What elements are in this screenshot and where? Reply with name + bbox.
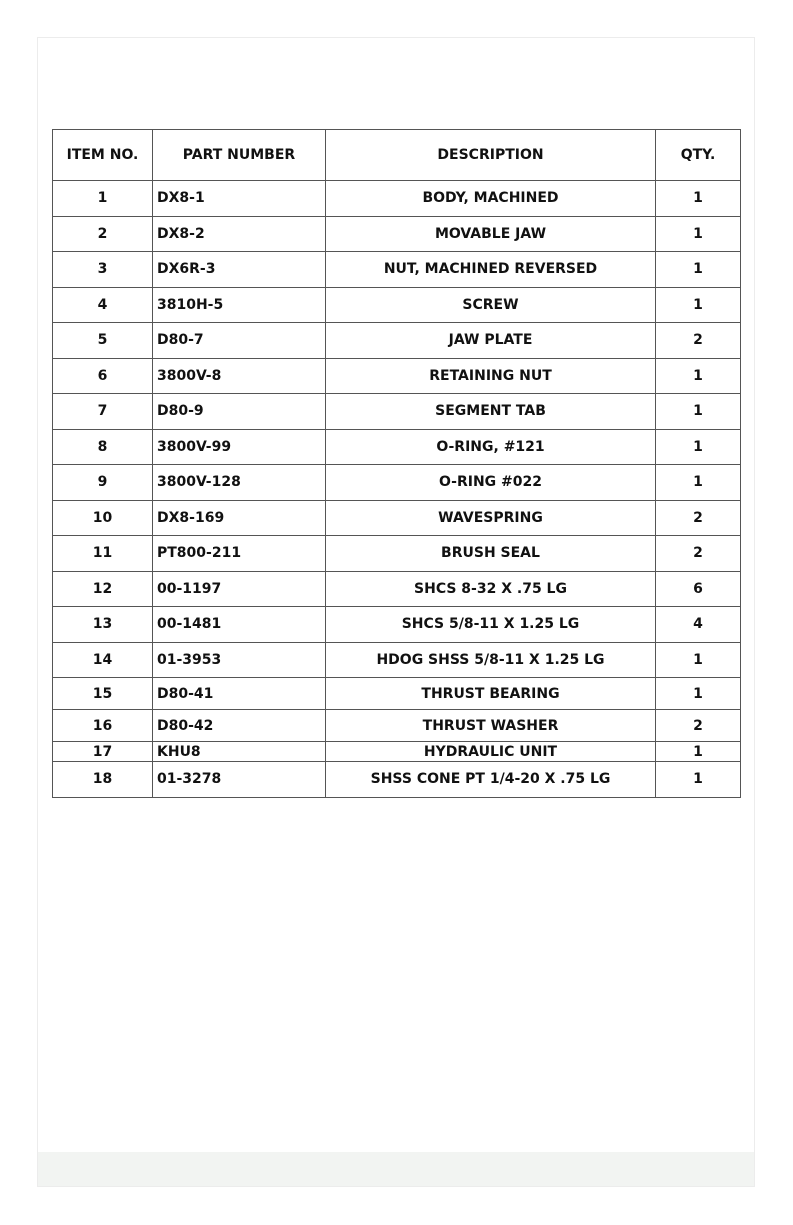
cell-item-no: 18 <box>53 762 153 798</box>
cell-qty: 1 <box>656 429 741 465</box>
cell-part-number: 01-3278 <box>153 762 326 798</box>
cell-qty: 1 <box>656 358 741 394</box>
table-row <box>53 465 741 501</box>
cell-description: O-RING, #121 <box>326 429 656 465</box>
cell-item-no: 12 <box>53 571 153 607</box>
cell-qty: 1 <box>656 252 741 288</box>
cell-description: THRUST BEARING <box>326 678 656 710</box>
cell-part-number: 00-1197 <box>153 571 326 607</box>
table-row <box>53 216 741 252</box>
cell-description: SEGMENT TAB <box>326 394 656 430</box>
cell-part-number: D80-9 <box>153 394 326 430</box>
cell-item-no: 1 <box>53 181 153 217</box>
cell-qty: 1 <box>656 216 741 252</box>
cell-description: HDOG SHSS 5/8-11 X 1.25 LG <box>326 642 656 678</box>
table-row <box>53 287 741 323</box>
table-row <box>53 394 741 430</box>
table-row <box>53 323 741 359</box>
table-row <box>53 252 741 288</box>
cell-qty: 4 <box>656 607 741 643</box>
cell-description: HYDRAULIC UNIT <box>326 742 656 762</box>
cell-item-no: 9 <box>53 465 153 501</box>
header-description: DESCRIPTION <box>326 130 656 181</box>
header-part-number: PART NUMBER <box>153 130 326 181</box>
table-row <box>53 710 741 742</box>
table-row <box>53 762 741 798</box>
cell-part-number: D80-42 <box>153 710 326 742</box>
cell-qty: 2 <box>656 710 741 742</box>
cell-item-no: 2 <box>53 216 153 252</box>
cell-item-no: 5 <box>53 323 153 359</box>
bill-of-materials-table <box>52 129 741 798</box>
cell-qty: 1 <box>656 678 741 710</box>
cell-item-no: 11 <box>53 536 153 572</box>
cell-qty: 1 <box>656 394 741 430</box>
cell-description: NUT, MACHINED REVERSED <box>326 252 656 288</box>
cell-description: THRUST WASHER <box>326 710 656 742</box>
cell-qty: 6 <box>656 571 741 607</box>
cell-qty: 1 <box>656 762 741 798</box>
cell-description: WAVESPRING <box>326 500 656 536</box>
cell-part-number: 00-1481 <box>153 607 326 643</box>
document-page <box>37 37 755 1187</box>
cell-part-number: DX8-2 <box>153 216 326 252</box>
cell-item-no: 7 <box>53 394 153 430</box>
cell-item-no: 3 <box>53 252 153 288</box>
cell-part-number: DX8-169 <box>153 500 326 536</box>
table-row <box>53 358 741 394</box>
cell-description: BODY, MACHINED <box>326 181 656 217</box>
table-row <box>53 678 741 710</box>
cell-part-number: 01-3953 <box>153 642 326 678</box>
cell-item-no: 16 <box>53 710 153 742</box>
cell-item-no: 13 <box>53 607 153 643</box>
cell-part-number: 3800V-8 <box>153 358 326 394</box>
cell-qty: 1 <box>656 642 741 678</box>
cell-description: MOVABLE JAW <box>326 216 656 252</box>
cell-part-number: DX6R-3 <box>153 252 326 288</box>
cell-description: SHCS 8-32 X .75 LG <box>326 571 656 607</box>
cell-qty: 2 <box>656 323 741 359</box>
cell-description: SCREW <box>326 287 656 323</box>
cell-part-number: D80-7 <box>153 323 326 359</box>
header-item-no: ITEM NO. <box>53 130 153 181</box>
table-row <box>53 500 741 536</box>
cell-part-number: 3810H-5 <box>153 287 326 323</box>
table-row <box>53 642 741 678</box>
cell-description: SHCS 5/8-11 X 1.25 LG <box>326 607 656 643</box>
cell-item-no: 17 <box>53 742 153 762</box>
cell-qty: 1 <box>656 465 741 501</box>
cell-part-number: KHU8 <box>153 742 326 762</box>
table-row <box>53 742 741 762</box>
cell-qty: 2 <box>656 536 741 572</box>
cell-description: JAW PLATE <box>326 323 656 359</box>
table-header-row <box>53 130 741 181</box>
cell-item-no: 6 <box>53 358 153 394</box>
cell-qty: 1 <box>656 287 741 323</box>
cell-description: SHSS CONE PT 1/4-20 X .75 LG <box>326 762 656 798</box>
table-row <box>53 181 741 217</box>
table-row <box>53 536 741 572</box>
cell-part-number: DX8-1 <box>153 181 326 217</box>
header-qty: QTY. <box>656 130 741 181</box>
cell-part-number: D80-41 <box>153 678 326 710</box>
cell-part-number: 3800V-128 <box>153 465 326 501</box>
page-footer-band <box>38 1152 754 1186</box>
cell-description: BRUSH SEAL <box>326 536 656 572</box>
cell-qty: 2 <box>656 500 741 536</box>
cell-qty: 1 <box>656 181 741 217</box>
cell-item-no: 14 <box>53 642 153 678</box>
cell-qty: 1 <box>656 742 741 762</box>
cell-part-number: 3800V-99 <box>153 429 326 465</box>
cell-item-no: 4 <box>53 287 153 323</box>
cell-item-no: 10 <box>53 500 153 536</box>
cell-description: RETAINING NUT <box>326 358 656 394</box>
table-row <box>53 571 741 607</box>
table-row <box>53 429 741 465</box>
table-row <box>53 607 741 643</box>
cell-description: O-RING #022 <box>326 465 656 501</box>
cell-item-no: 15 <box>53 678 153 710</box>
cell-part-number: PT800-211 <box>153 536 326 572</box>
cell-item-no: 8 <box>53 429 153 465</box>
